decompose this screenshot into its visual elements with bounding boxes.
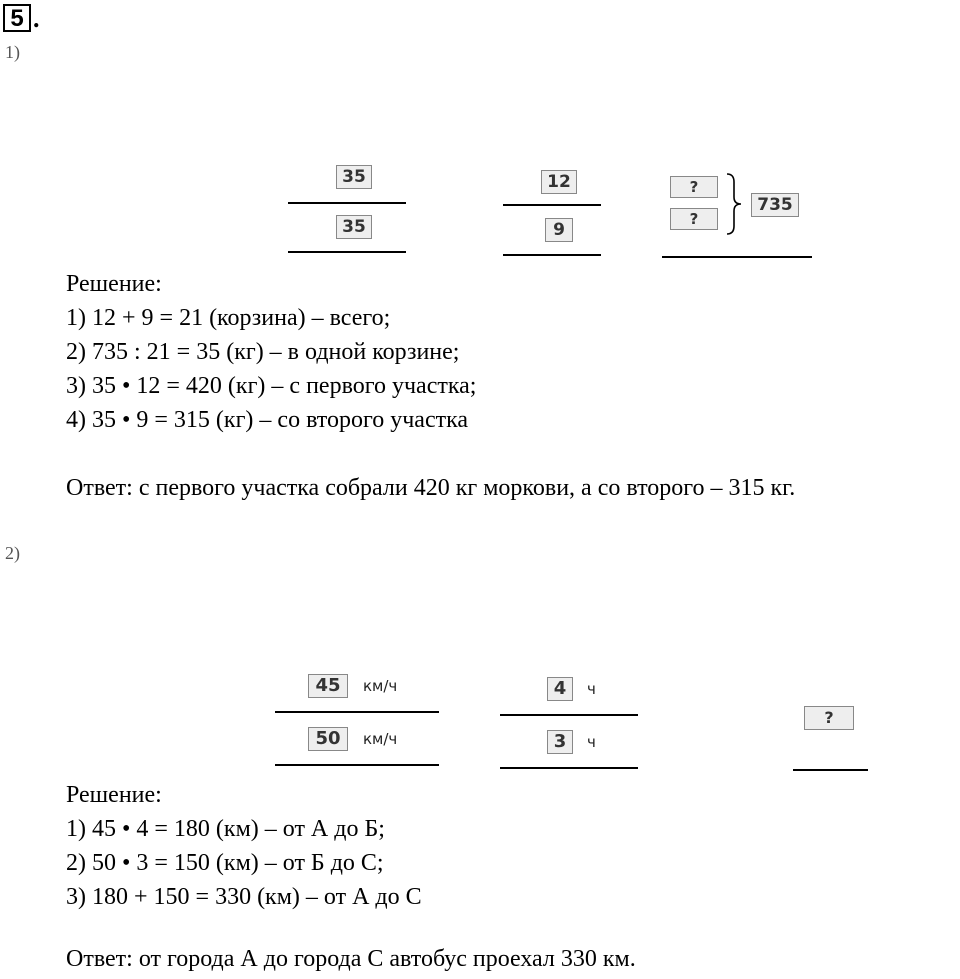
part1-solution-header: Решение: xyxy=(66,271,162,297)
part2-step: 1) 45 • 4 = 180 (км) – от А до Б; xyxy=(66,816,385,842)
part2-time-divider xyxy=(500,714,638,716)
part1-step: 3) 35 • 12 = 420 (кг) – с первого участка; xyxy=(66,373,477,399)
part1-col1-divider xyxy=(288,202,406,204)
part2-speed-bottom-unit: км/ч xyxy=(363,730,398,748)
part2-distance-box: ? xyxy=(804,706,854,730)
part1-answer: Ответ: с первого участка собрали 420 кг моркови, а со второго – 315 кг. xyxy=(66,475,796,501)
part1-step: 4) 35 • 9 = 315 (кг) – со второго участка xyxy=(66,407,469,433)
part1-total-box: 735 xyxy=(751,193,799,217)
part1-col3-top-box: ? xyxy=(670,176,718,198)
task-number: 5 xyxy=(3,4,31,32)
task-number-dot: . xyxy=(33,4,40,33)
part1-col2-underline xyxy=(503,254,601,256)
part2-distance-underline xyxy=(793,769,868,771)
part2-solution-header: Решение: xyxy=(66,782,162,808)
part2-time-bottom-box: 3 xyxy=(547,730,573,754)
part2-answer: Ответ: от города А до города С автобус проехал 330 км. xyxy=(66,946,636,972)
part2-time-top-box: 4 xyxy=(547,677,573,701)
part2-time-top-unit: ч xyxy=(587,680,596,698)
part1-col2-divider xyxy=(503,204,601,206)
part2-speed-top-box: 45 xyxy=(308,674,348,698)
part1-col1-bottom-box: 35 xyxy=(336,215,372,239)
part1-col1-top-box: 35 xyxy=(336,165,372,189)
part2-speed-underline xyxy=(275,764,439,766)
part1-col2-top-box: 12 xyxy=(541,170,577,194)
part1-col3-bottom-box: ? xyxy=(670,208,718,230)
part2-step: 2) 50 • 3 = 150 (км) – от Б до С; xyxy=(66,850,384,876)
part1-col1-underline xyxy=(288,251,406,253)
part1-col2-bottom-box: 9 xyxy=(545,218,573,242)
part2-time-underline xyxy=(500,767,638,769)
part2-step: 3) 180 + 150 = 330 (км) – от А до С xyxy=(66,884,422,910)
part1-label: 1) xyxy=(5,42,20,62)
part1-col3-underline xyxy=(662,256,812,258)
part2-label: 2) xyxy=(5,543,20,563)
part2-speed-top-unit: км/ч xyxy=(363,677,398,695)
part2-time-bottom-unit: ч xyxy=(587,733,596,751)
part1-step: 2) 735 : 21 = 35 (кг) – в одной корзине; xyxy=(66,339,460,365)
curly-brace-icon xyxy=(724,172,746,236)
part2-speed-divider xyxy=(275,711,439,713)
part1-step: 1) 12 + 9 = 21 (корзина) – всего; xyxy=(66,305,391,331)
part2-speed-bottom-box: 50 xyxy=(308,727,348,751)
